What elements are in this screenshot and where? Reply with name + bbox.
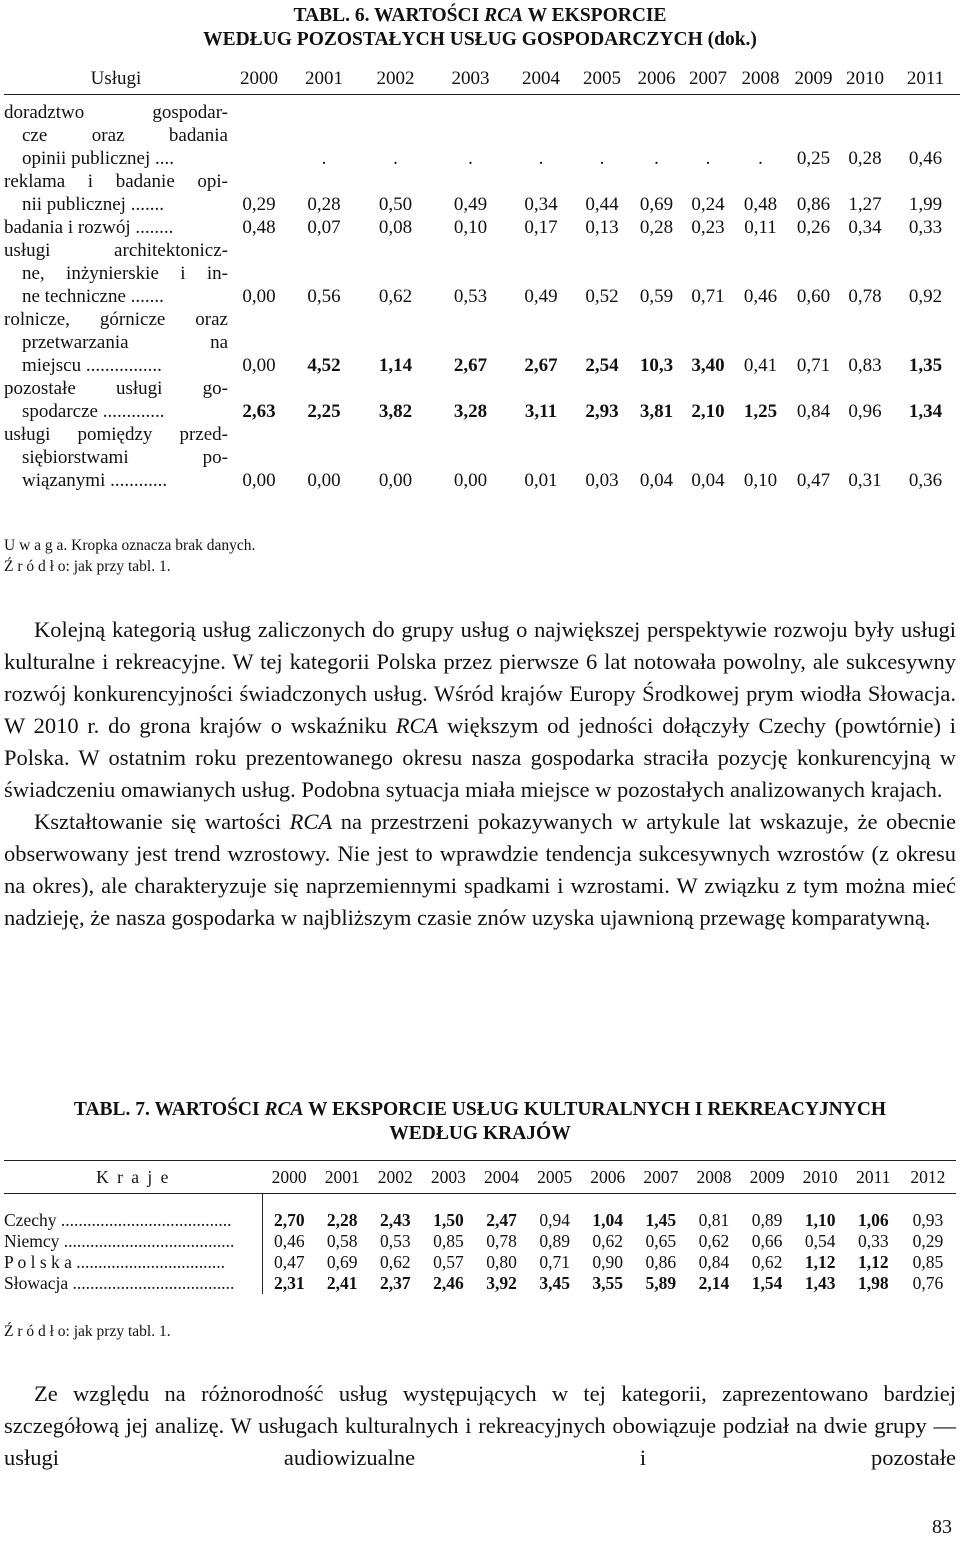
table6-cell: 0,71	[691, 286, 725, 307]
table6-header-year: 2002	[358, 64, 433, 95]
table6-cell: 0,48	[242, 217, 276, 238]
table7-cell: 1,04	[592, 1210, 624, 1230]
table7-row-label: P o l s k a ..................................	[4, 1252, 226, 1272]
table7-cell: 0,69	[326, 1252, 358, 1272]
table6-cell: 3,28	[453, 401, 488, 422]
table7-header-year: 2012	[900, 1161, 956, 1194]
table6-cell: 2,63	[242, 401, 276, 422]
table7-row-label: Słowacja .....................................	[4, 1273, 235, 1293]
table6-cell: 0,46	[743, 286, 778, 307]
table6-row	[4, 239, 960, 308]
table6-cell: 0,00	[242, 470, 276, 491]
table7-cell: 0,85	[433, 1231, 464, 1251]
table6-source: Ź r ó d ł o: jak przy tabl. 1.	[4, 558, 171, 575]
table6-cell: 0,78	[848, 286, 882, 307]
table7-cell: 0,62	[592, 1231, 624, 1251]
table6-cell: 0,86	[796, 194, 831, 215]
table7-cell: 0,94	[539, 1210, 570, 1230]
table7-header-year: 2005	[528, 1161, 581, 1194]
table6-cell: 0,71	[796, 355, 831, 376]
table6-header-year: 2007	[683, 64, 733, 95]
table6-title-line2: WEDŁUG POZOSTAŁYCH USŁUG GOSPODARCZYCH (dok.)	[203, 29, 757, 50]
table7-cell: 2,41	[326, 1273, 358, 1293]
table7-header-year: 2002	[369, 1161, 422, 1194]
table7-cell: 0,54	[804, 1231, 836, 1251]
table6-cell: 0,84	[796, 401, 831, 422]
table6-header-year: 2000	[228, 64, 290, 95]
table6-cell: 0,49	[524, 286, 558, 307]
table7-row-label: Niemcy .......................................	[4, 1231, 235, 1251]
table7-cell: 0,53	[379, 1231, 411, 1251]
table6-cell: 0,25	[796, 148, 831, 169]
table6-cell: 0,60	[796, 286, 831, 307]
table7-cell: 1,12	[857, 1252, 889, 1272]
table7-title-line2: WEDŁUG KRAJÓW	[389, 1123, 571, 1144]
table6-cell: 0,34	[848, 217, 882, 238]
table7-cell: 1,98	[857, 1273, 889, 1293]
table7-cell: 0,76	[912, 1273, 944, 1293]
table6-cell: 2,67	[453, 355, 488, 376]
table6-cell: 4,52	[307, 355, 341, 376]
table6-cell: 2,67	[524, 355, 558, 376]
table7-cell: 2,31	[263, 1273, 316, 1294]
table6-row-label: usługi architektonicz- ne, inżynierskie i in- ne techniczne .......	[4, 240, 228, 307]
table6-note: U w a g a. Kropka oznacza brak danych.	[4, 537, 256, 554]
table7-cell: 0,65	[645, 1231, 677, 1251]
table7-row	[4, 1194, 956, 1232]
table7-header-year: 2003	[422, 1161, 475, 1194]
table7-cell: 1,10	[804, 1210, 836, 1230]
table7-header-label: K r a j e	[4, 1161, 263, 1194]
table7-cell: 0,47	[263, 1252, 316, 1273]
table6-cell: 0,52	[585, 286, 619, 307]
table7-row	[4, 1231, 956, 1252]
table6-cell: 0,59	[639, 286, 674, 307]
table7-row	[4, 1252, 956, 1273]
table7-cell: 2,43	[379, 1210, 411, 1230]
table6-cell: 0,53	[453, 286, 488, 307]
table7-cell: 1,12	[804, 1252, 836, 1272]
table7-header-row	[4, 1161, 956, 1194]
table6-cell: 0,44	[585, 194, 619, 215]
table7-cell: 3,92	[486, 1273, 517, 1293]
table6-cell: .	[393, 148, 398, 169]
table6-header-year: 2010	[839, 64, 891, 95]
table6-cell: 1,34	[908, 401, 943, 422]
table6-cell: 0,24	[691, 194, 725, 215]
table7-row-label: Czechy .......................................	[4, 1210, 232, 1230]
table6-cell: 0,13	[585, 217, 619, 238]
table6-cell: 0,01	[524, 470, 558, 491]
table7-header-year: 2008	[687, 1161, 740, 1194]
table7-cell: 3,45	[539, 1273, 570, 1293]
table7-row	[4, 1273, 956, 1294]
table6-header-year: 2006	[630, 64, 683, 95]
table6-cell: 10,3	[639, 355, 674, 376]
table6-cell: 0,00	[242, 355, 276, 376]
table7-cell: 1,50	[433, 1210, 464, 1230]
table6-header-year: 2011	[891, 64, 960, 95]
table6-cell: 1,25	[743, 401, 778, 422]
table7-cell: 1,06	[857, 1210, 889, 1230]
table6-cell: 3,82	[378, 401, 413, 422]
paragraph-2: Kształtowanie się wartości RCA na przestrzeni pokazywanych w artykule lat wskazuje, że obecnie obserwowany jest trend wzrostowy. Nie jest to wprawdzie tendencja sukcesywnych wzrostów (z okresu na okres), ale charakteryzuje się naprzemiennymi spadkami i wzrostami. W związku z tym można mieć nadzieję, że nasza gospodarka w najbliższym czasie znów uzyska ujawnioną przewagę komparatywną.	[4, 809, 957, 930]
paragraph-1: Kolejną kategorią usług zaliczonych do grupy usług o największej perspektywie rozwoju były usługi kulturalne i rekreacyjne. W tej kategorii Polska przez pierwsze 6 lat notowała powolny, ale sukcesywny rozwój konkurencyjności świadczonych usług. Wśród krajów Europy Środkowej prym wiodła Słowacja. W 2010 r. do grona krajów o wskaźniku RCA większym od jedności dołączyły Czechy (powtórnie) i Polska. W ostatnim roku prezentowanego okresu nasza gospodarka straciła pozycję konkurencyjną w świadczeniu omawianych usług. Podobna sytuacja miała miejsce w pozostałych analizowanych krajach.	[4, 617, 956, 802]
table7-cell: 0,80	[486, 1252, 517, 1272]
table6-cell: 0,83	[848, 355, 882, 376]
table7-header-year: 2000	[263, 1161, 316, 1194]
table6-cell: 0,10	[453, 217, 488, 238]
table6-cell: .	[758, 148, 763, 169]
table6-cell: 0,28	[848, 148, 882, 169]
table6-cell: 0,62	[378, 286, 413, 307]
table7-cell: 0,33	[857, 1231, 889, 1251]
table6-cell: 1,99	[908, 194, 943, 215]
table7-cell: 2,28	[326, 1210, 358, 1230]
table6-header-year: 2004	[508, 64, 574, 95]
table6-row	[4, 308, 960, 377]
table7-cell: 0,71	[539, 1252, 570, 1272]
table7-cell: 0,89	[751, 1210, 783, 1230]
table6-cell: .	[654, 148, 659, 169]
table6-header-label: Usługi	[4, 64, 228, 95]
table7-cell: 1,54	[751, 1273, 783, 1293]
table7	[4, 1160, 956, 1294]
table6-cell: 0,48	[743, 194, 778, 215]
table7-cell: 2,37	[379, 1273, 411, 1293]
table6-cell: 3,81	[639, 401, 674, 422]
table6-cell: 0,31	[848, 470, 882, 491]
table7-cell: 0,93	[912, 1210, 944, 1230]
table6-row-label: doradztwo gospodar- cze oraz badania opinii publicznej ....	[4, 102, 228, 169]
table6-cell: 0,29	[242, 194, 276, 215]
table6-cell: 0,10	[743, 470, 778, 491]
table6-header-year: 2005	[574, 64, 630, 95]
table6-row	[4, 95, 960, 171]
table6-cell: 2,54	[585, 355, 619, 376]
table6-cell: 0,56	[307, 286, 341, 307]
table6-cell: 0,17	[524, 217, 558, 238]
table6-header-row	[4, 64, 960, 95]
table7-cell: 2,46	[433, 1273, 464, 1293]
table7-cell: 0,89	[539, 1231, 570, 1251]
table6-cell: 0,34	[524, 194, 558, 215]
table6-cell: 0,28	[307, 194, 341, 215]
paragraph-3: Ze względu na różnorodność usług występujących w tej kategorii, zaprezentowano bardziej szczegółową jej analizę. W usługach kulturalnych i rekreacyjnych obowiązuje podział na dwie grupy — usługi audiowizualne i pozostałe	[4, 1381, 956, 1470]
table7-source: Ź r ó d ł o: jak przy tabl. 1.	[4, 1323, 171, 1340]
table6-cell: 0,03	[585, 470, 619, 491]
table6-cell: 1,35	[908, 355, 943, 376]
table7-cell: 0,62	[751, 1252, 783, 1272]
table6-header-year: 2008	[733, 64, 788, 95]
table6-cell: 0,96	[848, 401, 882, 422]
table6-cell: .	[321, 148, 327, 169]
table6-cell: 0,07	[307, 217, 341, 238]
table7-cell: 5,89	[645, 1273, 677, 1293]
table6-cell: 0,33	[908, 217, 943, 238]
table7-cell: 0,86	[645, 1252, 677, 1272]
table6-cell: 0,47	[796, 470, 831, 491]
table6-cell: .	[468, 148, 473, 169]
table6-cell: .	[599, 148, 605, 169]
table6-row	[4, 216, 960, 239]
table7-cell: 2,47	[486, 1210, 517, 1230]
table7-cell: 0,85	[912, 1252, 944, 1272]
table7-cell: 1,43	[804, 1273, 836, 1293]
table6-cell: 0,00	[307, 470, 341, 491]
table6-cell: 0,41	[743, 355, 778, 376]
table6-cell: 0,50	[378, 194, 413, 215]
table7-header-year: 2004	[475, 1161, 528, 1194]
table6-cell: 1,27	[848, 194, 882, 215]
table6-row-label: pozostałe usługi go- spodarcze .............	[4, 378, 228, 422]
table7-header-year: 2001	[316, 1161, 369, 1194]
table6-cell: 2,93	[585, 401, 619, 422]
table7-cell: 0,78	[486, 1231, 517, 1251]
table6-row	[4, 377, 960, 423]
table7-cell: 0,62	[379, 1252, 411, 1272]
table7-cell: 0,66	[751, 1231, 783, 1251]
table6-row	[4, 423, 960, 492]
table6-cell: 0,00	[453, 470, 488, 491]
page-number: 83	[932, 1516, 952, 1538]
table7-header-year: 2009	[741, 1161, 794, 1194]
table6-cell: 2,10	[691, 401, 725, 422]
table6-cell: .	[538, 148, 544, 169]
table7-cell: 0,46	[263, 1231, 316, 1252]
table6-cell: 0,04	[691, 470, 725, 491]
table7-cell: 2,70	[263, 1194, 316, 1232]
table6-header-year: 2009	[788, 64, 839, 95]
table7-header-year: 2010	[794, 1161, 847, 1194]
table6-cell: 0,23	[691, 217, 725, 238]
table7-title: TABL. 7. WARTOŚCI RCA W EKSPORCIE USŁUG KULTURALNYCH I REKREACYJNYCH WEDŁUG KRAJÓW	[0, 1098, 960, 1146]
table7-cell: 0,62	[698, 1231, 730, 1251]
table6-cell: 0,46	[908, 148, 943, 169]
table6-cell: 0,49	[453, 194, 488, 215]
table7-cell: 0,84	[698, 1252, 730, 1272]
table6-cell: .	[705, 148, 711, 169]
table6-cell: 1,14	[378, 355, 413, 376]
table6-cell: 3,40	[691, 355, 725, 376]
table6-cell: 2,25	[307, 401, 341, 422]
table6-cell: 0,00	[242, 286, 276, 307]
table6-title	[0, 4, 960, 52]
table6-cell: 0,92	[908, 286, 943, 307]
table6-cell: 0,11	[744, 217, 777, 238]
table7-cell: 0,81	[698, 1210, 730, 1230]
table7-cell: 0,57	[433, 1252, 464, 1272]
body-text-1	[4, 614, 956, 934]
table6-row-label: usługi pomiędzy przed- siębiorstwami po- wiązanymi ............	[4, 424, 228, 491]
table6-title-post: W EKSPORCIE	[523, 5, 667, 26]
table6-row-label: reklama i badanie opi- nii publicznej .......	[4, 171, 228, 215]
table6-row	[4, 170, 960, 216]
table7-header-year: 2006	[581, 1161, 634, 1194]
table6-title-rca: RCA	[484, 5, 524, 26]
table6-header-year: 2001	[290, 64, 358, 95]
table6-header-year: 2003	[433, 64, 508, 95]
table6-cell: 0,26	[796, 217, 831, 238]
table7-cell: 0,90	[592, 1252, 624, 1272]
table6-cell: 0,28	[639, 217, 674, 238]
table6-row-label: badania i rozwój ........	[4, 217, 174, 238]
table6-cell: 0,00	[378, 470, 413, 491]
table7-cell: 3,55	[592, 1273, 624, 1293]
table6-cell: 3,11	[524, 401, 558, 422]
table6	[4, 64, 960, 492]
table6-cell: 0,04	[639, 470, 674, 491]
table7-cell: 0,58	[326, 1231, 358, 1251]
table7-cell: 2,14	[698, 1273, 730, 1293]
table6-cell: 0,08	[378, 217, 413, 238]
table6-row-label: rolnicze, górnicze oraz przetwarzania na miejscu ................	[4, 309, 228, 376]
table7-cell: 1,45	[645, 1210, 677, 1230]
table7-header-year: 2007	[634, 1161, 687, 1194]
table7-cell: 0,29	[912, 1231, 944, 1251]
table7-header-year: 2011	[847, 1161, 900, 1194]
table6-title-pre: TABL. 6. WARTOŚCI	[293, 5, 485, 26]
body-text-2	[4, 1378, 956, 1474]
table6-cell: 0,69	[639, 194, 674, 215]
table6-cell: 0,36	[908, 470, 943, 491]
